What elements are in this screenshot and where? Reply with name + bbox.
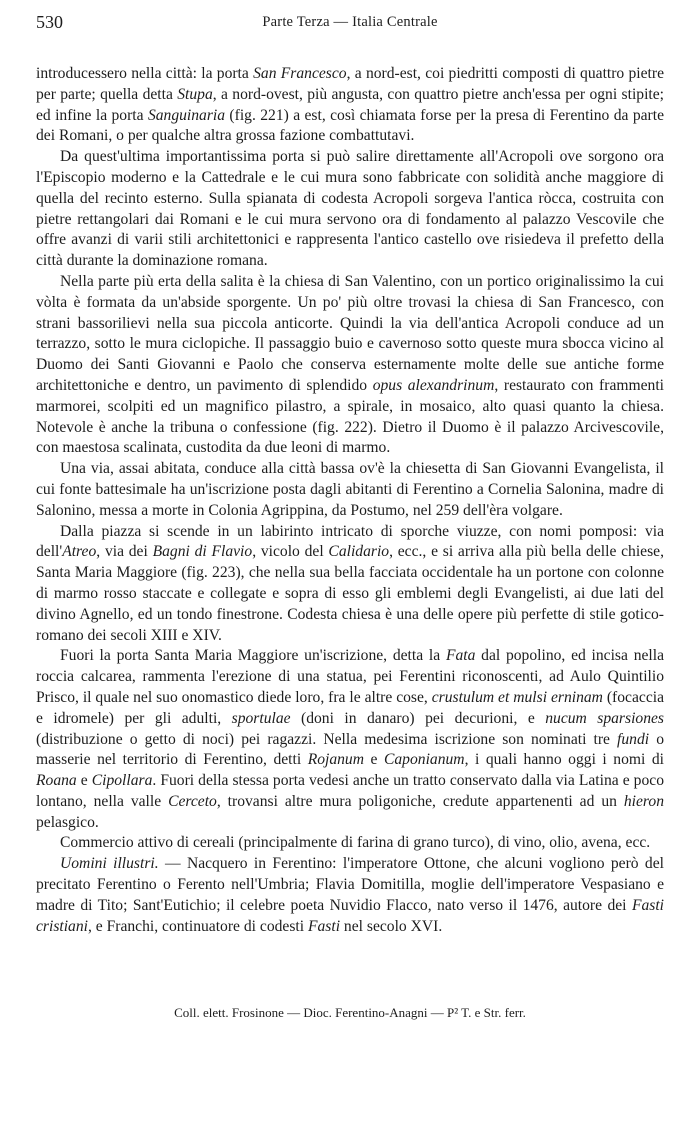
text-run: , trovansi altre mura poligoniche, credute appartenenti ad un [216,792,624,810]
text-run: introducessero nella città: la porta [36,65,254,82]
paragraph [36,147,664,272]
italic-text: Bagni di Flavio [152,543,253,561]
text-run: , a nord-ovest, più angusta, con quattro pietre anch'essa per ogni stipite; ed infine la porta [36,85,664,124]
italic-text: Calidario [328,543,390,561]
text-run: Una via, assai abitata, conduce alla città bassa ov'è la chiesetta di San Giovanni Evangelista, il cui fonte battesimale ha un'iscrizione posta dagli abitanti di Ferentino a Cornelia Salonina, madre di Salonino, messa a morte in Colonia Agrippina, da Postumo, nel 259 dell'èra volgare. [36,460,664,519]
text-run: o masserie nel territorio di Ferentino, detti [36,730,664,769]
text-run: e [76,772,92,790]
italic-text: sportulae [231,709,291,727]
text-run: (fig. 221) a est, così chiamata forse per la presa di Ferentino da parte dei Romani, o per qualche altra grossa fazione combattutavi. [36,106,664,145]
italic-text: Fata [445,647,476,665]
italic-text: Caponianum [383,751,465,769]
paragraph [36,522,664,647]
paragraph [36,833,664,854]
italic-text: Stupa [177,85,213,103]
italic-text: Roana [36,772,77,790]
italic-text: Rojanum [307,751,364,769]
text-run: (focaccia e idromele) per gli adulti, [36,688,664,727]
italic-text: opus alexandrinum [372,376,495,394]
text-run: . Fuori della stessa porta vedesi anche un tratto conservato dalla via Latina e poco lontano, nella valle [36,772,664,810]
paragraph [36,64,664,147]
paragraph [36,854,664,937]
paragraph [36,459,664,521]
text-run: , restaurato con frammenti marmorei, scolpiti ed un magnifico pilastro, a spirale, in mosaico, alto quasi quanto la chiesa. Notevole è anche la tribuna o confessione (fig. 222). Dietro il Duomo è il palazzo Arcivescovile, con maestosa scalinata, custodita da due leoni di marmo. [36,376,665,457]
text-run: Commercio attivo di cereali (principalmente di farina di grano turco), di vino, olio, avena, ecc. [60,834,651,852]
italic-text: nucum sparsiones [545,709,664,727]
text-run: nel secolo XVI. [340,917,443,935]
text-run: , ecc., e si arriva alla più bella delle chiese, Santa Maria Maggiore (fig. 223), che nella sua bella facciata occidentale ha un portone con colonne di marmo rosso staccate e collegate e sopra di esso gli emblemi degli Evangelisti, ai due lati del divino Agnello, ed un tondo finestrone. Codesta chiesa è una delle opere più perfette di stile gotico-romano dei secoli XIII e XIV. [36,543,664,644]
italic-text: Atreo [62,543,97,561]
text-run: — Nacquero in Ferentino: l'imperatore Ottone, che alcuni vogliono però del precitato Ferentino o Ferento nell'Umbria; Flavia Domitilla, moglie dell'imperatore Vespasiano e madre di Tito; Sant'Eutichio; il celebre poeta Nuvidio Flacco, nato verso il 1476, autore dei [36,855,664,914]
body-text [36,64,664,937]
italic-text: crustulum et mulsi erninam [431,688,603,706]
text-run: , i quali hanno oggi i nomi di [464,751,664,769]
italic-text: fundi [617,730,650,748]
text-run: , e Franchi, continuatore di codesti [87,917,308,935]
italic-text: Fasti cristiani [36,896,664,935]
italic-text: San Francesco [253,65,347,82]
italic-text: Cerceto [168,792,217,810]
text-run: Fuori la porta Santa Maria Maggiore un'iscrizione, detta la [60,647,446,665]
paragraph [36,646,664,833]
text-run: e [364,751,384,769]
text-run: , a nord-est, coi piedritti composti di quattro pietre per parte; quella detta [36,65,664,103]
italic-text: Uomini illustri. [60,855,159,873]
italic-text: Cipollara [91,772,153,790]
text-run: Dalla piazza si scende in un labirinto intricato di sporche viuzze, con nomi pomposi: via dell' [36,522,664,561]
italic-text: hieron [623,792,664,810]
text-run: pelasgico. [36,813,99,831]
text-run: Nella parte più erta della salita è la chiesa di San Valentino, con un portico originalissimo la cui vòlta è formata da un'abside sporgente. Un po' più oltre trovasi la chiesa di San Francesco, con strani bassorilievi nella sua piccola anticorte. Quindi la via dell'antica Acropoli conduce ad un terrazzo, sotto le mura ciclopiche. Il passaggio buio e cavernoso sotto queste mura sbocca vicino al Duomo dei Santi Giovanni e Paolo che conserva esternamente molte delle sue antiche forme architettoniche e dentro, un pavimento di splendido [36,272,664,394]
text-run: , via dei [96,543,153,561]
page-footer: Coll. elett. Frosinone — Dioc. Ferentino-Anagni — P² T. e Str. ferr. [174,1005,526,1020]
page-number: 530 [36,12,63,32]
text-run: (distribuzione o getto di noci) pei ragazzi. Nella medesima iscrizione son nominati tre [36,730,618,748]
text-run: , vicolo del [252,543,329,561]
paragraph [36,272,664,459]
italic-text: Fasti [307,917,341,935]
text-run: dal popolino, ed incisa nella roccia calcarea, rammenta l'erezione di una statua, pei Ferentini riconoscenti, ad Aulo Quintilio Prisco, il quale nel suo onomastico diede loro, fra le altre cose, [36,647,664,706]
text-run: Da quest'ultima importantissima porta si può salire direttamente all'Acropoli ove sorgono ora l'Episcopio moderno e la Cattedrale e le cui mura sono fabbricate con solidità anche maggiore di quella del recinto esterno. Sulla spianata di codesta Acropoli sorgeva l'antica ròcca, costruita con pietre rettangolari dai Romani e le cui mura servono ora di fondamento al palazzo Vescovile che offre avanzi di varii stili architettonici e rappresenta l'antico castello ove risiedeva il prefetto della città durante la dominazione romana. [36,148,664,270]
text-run: (doni in danaro) pei decurioni, e [290,709,546,727]
italic-text: Sanguinaria [147,106,226,124]
page-header [36,12,664,38]
running-title: Parte Terza — Italia Centrale [262,14,438,30]
